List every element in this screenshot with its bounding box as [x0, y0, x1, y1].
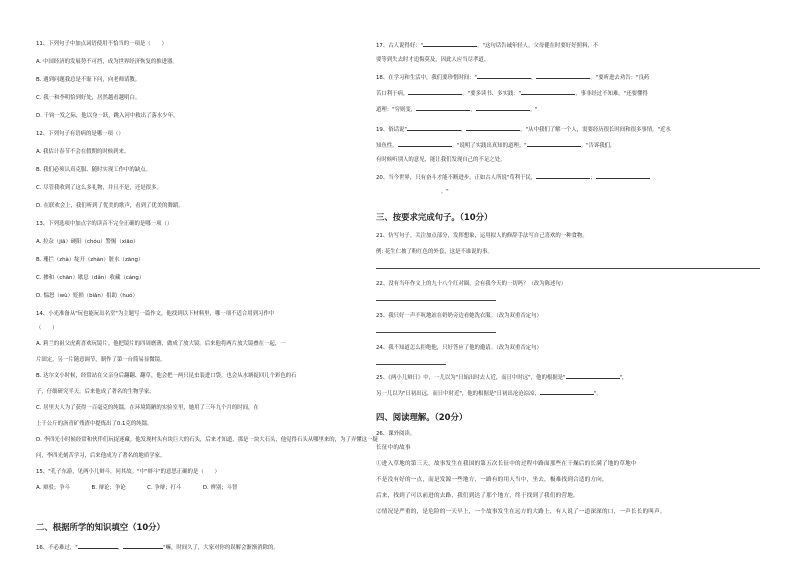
passage-line — [376, 460, 637, 468]
question-line — [36, 542, 279, 552]
question-line-text: 12、下列句子有语病的是哪一项（） — [36, 131, 124, 137]
question-line — [36, 184, 162, 192]
question-line — [36, 148, 129, 156]
answer-blank[interactable] — [416, 104, 470, 111]
question-line — [36, 76, 140, 84]
question-line-text: 。" — [376, 189, 449, 195]
question-line-text: 19、俗话说" — [376, 127, 407, 133]
question-line — [36, 220, 172, 228]
answer-blank[interactable] — [521, 88, 575, 95]
question-line-text: （ ） — [36, 325, 58, 331]
question-line — [376, 140, 615, 150]
question-line-text: A. 莉兰的祖父虎莉喜欢玩镜片。他把镜片的四周磨薄，做成了放大镜。后来他将两片放大镜叠在一起，一 — [36, 341, 286, 347]
question-line — [36, 130, 124, 138]
question-line — [36, 40, 167, 48]
question-line — [36, 166, 151, 174]
question-line-text: C. 掺和（chān）歇息（dǎn）收藏（cáng） — [36, 275, 145, 281]
passage-line — [376, 476, 608, 484]
question-text: 16、不必难过，" — [36, 545, 78, 551]
question-line-text: A. 辩驳；争斗 B. 辩论；争论 C. 争辩；打斗 D. 辨别；斗智 — [36, 485, 238, 491]
passage-line — [376, 492, 579, 500]
answer-blank[interactable] — [466, 124, 520, 131]
answer-blank[interactable] — [477, 72, 531, 79]
question-line-text: A. 我估计春节不会在假期的时候到来。 — [36, 149, 130, 155]
answer-line[interactable] — [376, 268, 760, 269]
question-line — [376, 248, 493, 256]
answer-blank[interactable] — [536, 72, 590, 79]
question-line-text: B. 珊拦（zhà）绽开（zhàn）脏水（zāng） — [36, 257, 144, 263]
question-line — [376, 372, 627, 382]
question-line-text: 知鱼性， — [376, 143, 398, 149]
question-line — [376, 232, 588, 240]
question-line-text: B. 达尔文小时候，经常站在父亲身后翻翻、翻草，他会把一两只昆虫装进口袋。也会从水塘捉回几个彩色的石 — [36, 373, 297, 379]
question-line-text: 21、仿写句子。关注加点部分，发挥想象，运用拟人的修辞手法写自己喜欢的一种食物。 — [376, 233, 588, 239]
answer-line[interactable] — [376, 364, 446, 365]
question-line-text-c: ，事非经过不知难。"还要懂得 — [575, 91, 648, 97]
question-line — [376, 388, 602, 398]
question-line-text: A. 中国经济的发展势不可挡，成为世界经济恢复的推进器。 — [36, 59, 178, 65]
question-line-text-c: 。"从中我们了解一个人，需要经历很长时间和很多事情。"近水 — [520, 127, 671, 133]
passage-title-text: 长征中的故事 — [376, 445, 411, 451]
answer-line[interactable] — [376, 332, 496, 333]
question-line — [36, 420, 152, 428]
section-heading — [376, 412, 467, 423]
question-line-text: 25、《两小儿辩日》中，一儿以为"日始出时去人近，而日中时远"，他的根据是" — [376, 375, 566, 381]
question-line — [36, 340, 286, 348]
answer-blank[interactable] — [476, 104, 530, 111]
question-line — [36, 436, 378, 444]
question-line-text: 子，仔细研究半天。后来他成了著名的生物学家。 — [36, 389, 155, 395]
answer-blank[interactable] — [527, 140, 581, 147]
question-line-text: B. 遇到问题我总是不耻下问，向老师请教。 — [36, 77, 141, 83]
question-line — [376, 172, 650, 182]
question-line-text-c: 。"告诉我们， — [580, 143, 616, 149]
question-line-text: 18、在学习和生活中，我们要珍惜时间：" — [376, 75, 477, 81]
answer-blank[interactable] — [398, 140, 452, 147]
question-line-text-b: ； — [590, 175, 596, 181]
question-line — [36, 324, 58, 332]
question-line — [36, 372, 297, 380]
question-line — [36, 310, 274, 318]
question-line-text: 22、没有当年作文上的九十八个红对圈，会有我今天的一切吗？（改为陈述句） — [376, 281, 567, 287]
question-line-text: 23、我只好一声不吭地站在奶奶旁边看她洗衣服。（改为双重否定句） — [376, 313, 542, 319]
question-line-text: 上千公斤的沥青矿残渣中提炼出了0.1克的纯镭。 — [36, 421, 153, 427]
question-line-text: 20、当今世界，只有奋斗才能不断进步，正如古人所说"苟利于民， — [376, 175, 537, 181]
question-line — [36, 356, 165, 364]
answer-blank[interactable] — [407, 124, 461, 131]
question-line — [36, 202, 184, 210]
question-line — [36, 468, 220, 476]
question-line — [36, 58, 178, 66]
question-line-text: 苦口利于病， — [376, 91, 409, 97]
question-line — [376, 104, 538, 114]
question-line-text: D. 李四光小时候经常和伙伴们玩捉迷藏。他发现村头有块巨大的石头，后来才知道，那是一块大石头，他觉得石头从哪里来的，为了弄懂这一疑 — [36, 437, 378, 443]
passage-line-text: 不是没有好的一点，而是发源一些地方，一路有的用人当中，坐去，极难找到合适的方向， — [376, 477, 608, 483]
question-line — [376, 124, 671, 134]
question-line-text: 有时候听别人的意见，能让我们发现自己的不足之处。 — [376, 157, 506, 163]
question-line — [36, 238, 138, 246]
question-line — [376, 56, 489, 64]
question-line — [376, 156, 505, 164]
answer-blank[interactable] — [536, 172, 590, 179]
question-line-text-b: "， — [619, 375, 628, 381]
question-line — [36, 404, 259, 412]
question-line — [376, 344, 542, 352]
question-line-text: B. 我们必须认真克服、随时实现工作中的缺点。 — [36, 167, 151, 173]
question-line-text-b: ， — [470, 107, 476, 113]
question-line — [376, 88, 648, 98]
answer-blank[interactable] — [423, 40, 477, 47]
question-line-text-b: ， — [460, 127, 467, 133]
question-line-text: C. 尽管我收到了这么多礼物，并且不是，还是很多。 — [36, 185, 162, 191]
question-line-text: 片固定，另一片随意调节，制作了第一台简易显微镜。 — [36, 357, 166, 363]
question-line-text: 要等到失去时才追悔莫及，因此人应当尽孝道。 — [376, 57, 490, 63]
question-line-text: D. 千钧一发之际，他以身一跃，跳入河中救出了落水少年。 — [36, 113, 179, 119]
question-line-text-b: 。"要多读书、多实践：" — [462, 91, 522, 97]
question-line — [376, 72, 649, 82]
passage-line-text: 后来，找到了可以前进的去路，我们到达了那个地方，终于找到了我们的营地。 — [376, 493, 579, 499]
answer-blank[interactable] — [408, 88, 462, 95]
question-line — [376, 312, 542, 320]
section-heading-text: 四、阅读理解。（20分） — [376, 412, 468, 422]
question-line — [376, 188, 449, 196]
section-heading-text: 三、按要求完成句子。（10分） — [376, 212, 493, 222]
question-line — [36, 112, 178, 120]
answer-line[interactable] — [376, 300, 496, 301]
question-line-text: 13、下列选项中加点字的读音不完全正确的是哪一项（） — [36, 221, 173, 227]
question-line-text: A. 拉杂（jiā）硬阳（chóu）警惕（xiāo） — [36, 239, 139, 245]
question-line-text: 26、课外阅读。 — [376, 431, 416, 437]
question-line — [36, 94, 140, 102]
question-line-text-b: ， — [530, 75, 537, 81]
question-text: "嘛，时间久了，大家对你的误解会渐渐消除的。 — [163, 545, 279, 551]
section-heading-text: 二、根据所学的知识填空（10分） — [36, 522, 165, 532]
question-line-text: 问，李四光刻苦学习，后来他成为了著名的地质学家。 — [36, 453, 166, 459]
answer-blank[interactable] — [540, 388, 594, 395]
passage-title — [376, 444, 411, 452]
question-line-text-c: "。 — [593, 391, 602, 397]
question-line — [376, 280, 566, 288]
answer-blank[interactable] — [123, 542, 163, 549]
question-line-text: 例: 花生仁披了粉红色的外套，这是不谁说的事。 — [376, 249, 493, 255]
answer-blank[interactable] — [596, 172, 650, 179]
question-line — [376, 40, 598, 50]
question-text: ， — [117, 545, 124, 551]
question-line — [36, 388, 155, 396]
question-line-text: D. 在联欢会上，我们听到了优美的歌声，看到了优美的舞蹈。 — [36, 203, 184, 209]
section-heading — [36, 522, 165, 533]
passage-line-text: ①进入草地的第三天，故事发生在我国的第五次长征中的过程中路面那些在干燥后的长满了地的草地中 — [376, 461, 637, 467]
question-line-text: 14、小光准备从"玩也能玩出名堂"为主题写一篇作文，他找到以下材料里，哪一项不适合用到习作中 — [36, 311, 275, 317]
answer-blank[interactable] — [566, 372, 620, 379]
section-heading — [376, 212, 492, 223]
passage-line — [376, 508, 666, 516]
question-line-text: 11、下列句子中加点词语使用不恰当的一项是（ ） — [36, 41, 167, 47]
question-line-text: 17、古人说得好：" — [376, 43, 424, 49]
question-line — [376, 430, 415, 438]
question-line — [36, 452, 165, 460]
question-line — [36, 484, 237, 492]
question-line-text-b: 。"这句话告诫年轻人，父母健在时要好好照料，不 — [477, 43, 599, 49]
question-line-text-c: 。" — [529, 107, 538, 113]
question-line-text: D. 愠怒（wù）贬损（biǎn）捐助（huó） — [36, 293, 138, 299]
question-line — [36, 274, 144, 282]
question-line-text: C. 我一和李明恰到好处，居然越看越明白。 — [36, 95, 141, 101]
question-line-text-b: 。"说明了实践出真知的道理；" — [451, 143, 527, 149]
question-line-text: 道理："穷则变， — [376, 107, 417, 113]
passage-line-text: ②情况是严重的，是危险的一天早上，一个故事发生在远方的大路上，有人说了一道深深的口，一声长长的叫声。 — [376, 509, 666, 515]
question-line-text: 24、我不知道怎么拒绝他，只好答应了他的邀请。（改为双重否定句） — [376, 345, 542, 351]
question-line-text: 另一儿以为"日初出远，而日中时近"，他的根据是"日初出沧沧凉凉， — [376, 391, 540, 397]
question-line-text: C. 居里夫人为了获得一百毫克的纯镭，在环境简陋的实验室里，她用了三年九个月的时间，在 — [36, 405, 259, 411]
question-line-text-c: 。"要听进去劝告："良药 — [590, 75, 650, 81]
question-line — [36, 256, 143, 264]
question-line — [36, 292, 138, 300]
question-line-text: 15、"孔子东游，见两小儿辩斗，问其故。"中"辩斗"的意思正确的是（ ） — [36, 469, 220, 475]
answer-blank[interactable] — [78, 542, 118, 549]
